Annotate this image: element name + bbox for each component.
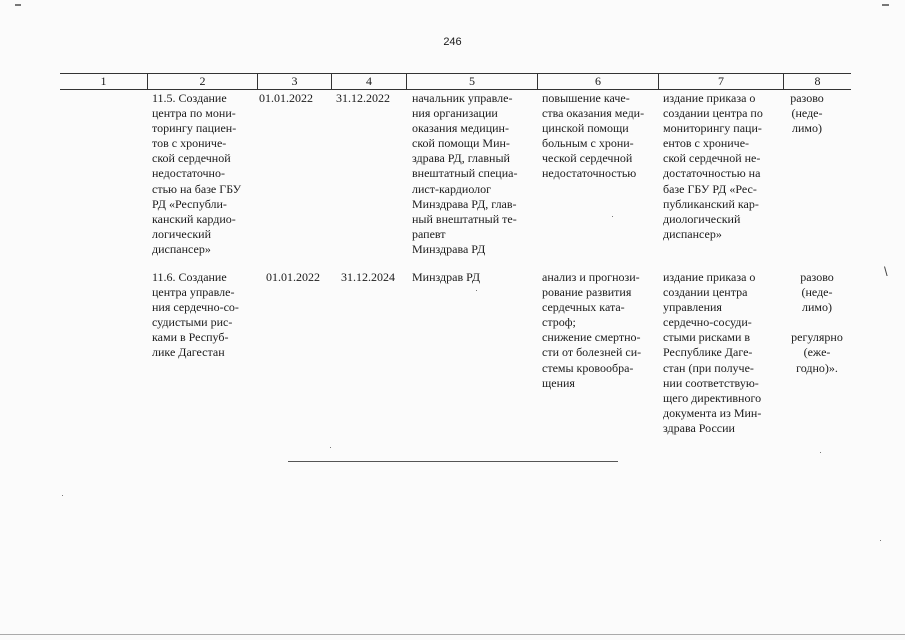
row-document: издание приказа о создании центра управления сердечно-сосуди- стыми рисками в Республике Даге- стан (при получе- нии соответствую- щего директивного документа из Мин- здрава России [663,270,762,435]
row-responsible: Минздрав РД [412,270,481,284]
column-number-7: 7 [718,74,724,88]
column-number-5: 5 [469,74,475,88]
scan-speck [15,4,21,6]
scan-speck [62,495,63,496]
column-number-3: 3 [291,74,298,88]
row-start-date: 01.01.2022 [266,270,320,284]
scan-border [0,634,905,635]
scan-speck [820,452,821,453]
row-responsible: начальник управле- ния организации оказания медицин- ской помощи Мин- здрава РД, главный внештатный специа- лист-кардиолог Минздрава РД, глав- ный внештатный те- рапевт Минздрава РД [412,91,518,256]
column-number-8: 8 [814,74,821,88]
row-result: повышение каче- ства оказания меди- цинской помощи больным с хрони- ческой сердечной недостаточностью [542,91,645,181]
row-result: анализ и прогнози- рование развития сердечных ката- строф; снижение смертно- сти от болезней си- стемы кровообра- щения [542,270,642,390]
row-document: издание приказа о создании центра по мониторингу паци- ентов с хрониче- ской сердечной не- достаточностью на базе ГБУ РД «Рес- публиканский кар- диологический диспансер» [663,91,763,241]
scan-speck [612,216,613,217]
row-periodicity: разово (неде- лимо) [790,91,824,136]
row-task-cell: 11.5. Создание центра по мони- торингу пациен- тов с хрониче- ской сердечной недостаточно- стью на базе ГБУ РД «Республи- канский кардио- логический диспансер» [152,91,242,256]
row-end-date: 31.12.2022 [336,91,390,105]
table-header-bottom-rule [60,89,851,90]
column-number-1: 1 [100,74,107,88]
row-task-cell: 11.6. Создание центра управле- ния сердечно-со- судистыми рис- ками в Респуб- лике Дагестан [152,270,239,360]
column-number-2: 2 [199,74,206,88]
column-number-4: 4 [366,74,372,88]
closing-rule [288,461,618,462]
scan-speck [476,290,477,291]
row-periodicity: разово (неде- лимо) регулярно (еже- годно)». [791,270,843,375]
row-end-date: 31.12.2024 [341,270,395,284]
row-start-date: 01.01.2022 [259,91,313,105]
scan-tick-mark: \ [884,264,888,279]
column-number-6: 6 [595,74,601,88]
page-number: 246 [443,36,462,48]
scan-speck [882,4,889,6]
scan-speck [330,447,331,448]
scan-speck [880,540,881,541]
